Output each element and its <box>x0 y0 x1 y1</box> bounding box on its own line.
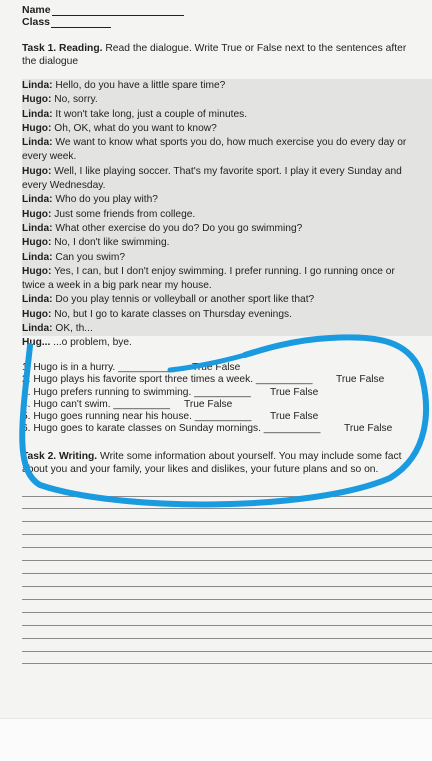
line-text: Oh, OK, what do you want to know? <box>54 122 217 134</box>
question-row <box>22 399 422 411</box>
dialogue-line <box>22 136 432 150</box>
dialogue-line <box>22 236 432 250</box>
writing-line[interactable] <box>22 638 432 639</box>
writing-line[interactable] <box>22 560 432 561</box>
dialogue-line <box>22 251 432 265</box>
line-text: Hello, do you have a little spare time? <box>55 80 226 91</box>
line-text: Who do you play with? <box>55 194 158 206</box>
dialogue-line <box>22 122 432 136</box>
speaker: Hugo: <box>22 94 52 106</box>
writing-line[interactable] <box>22 625 432 626</box>
writing-line[interactable] <box>22 663 432 664</box>
task2-instruction-line2: about you and your family, your likes and dislikes, your future plans and so on. <box>22 464 379 475</box>
speaker: Hug... <box>22 337 51 349</box>
line-text: No, sorry. <box>54 94 98 106</box>
true-false-options: True False <box>344 423 393 435</box>
line-text: It won't take long, just a couple of minutes. <box>55 108 248 120</box>
task2-title: Task 2. Writing. <box>22 451 98 462</box>
question-text: 3. Hugo prefers running to swimming. __________ <box>22 386 251 398</box>
dialogue-line <box>22 193 432 207</box>
dialogue-line <box>22 293 432 307</box>
line-text: No, I don't like swimming. <box>54 237 170 249</box>
writing-line[interactable] <box>22 599 432 600</box>
writing-line[interactable] <box>22 521 432 522</box>
class-blank <box>51 18 111 28</box>
line-text: Just some friends from college. <box>54 208 196 220</box>
question-text: 6. Hugo goes to karate classes on Sunday mornings. __________ <box>22 423 321 435</box>
task1-title: Task 1. Reading. <box>22 43 103 54</box>
line-text: ...o problem, bye. <box>53 337 132 349</box>
line-text: Do you play tennis or volleyball or another sport like that? <box>55 294 315 306</box>
true-false-options: True False <box>192 362 241 373</box>
dialogue-line <box>22 208 432 222</box>
name-label: Name <box>22 4 51 16</box>
name-blank <box>52 6 184 16</box>
speaker: Linda: <box>22 194 53 206</box>
dialogue-line <box>22 108 432 122</box>
true-false-options: True False <box>184 398 233 410</box>
task2-instruction-line1: Write some information about yourself. You may include some fact <box>100 451 402 462</box>
dialogue-block <box>22 79 432 351</box>
speaker: Hugo: <box>22 122 52 134</box>
speaker: Linda: <box>22 294 53 306</box>
dialogue-line <box>22 265 432 279</box>
line-text: every Wednesday. <box>22 180 106 192</box>
speaker: Linda: <box>22 251 53 263</box>
writing-line[interactable] <box>22 508 432 509</box>
question-text: 5. Hugo goes running near his house. __________ <box>22 411 252 423</box>
question-row <box>22 362 422 374</box>
dialogue-line <box>22 322 432 336</box>
writing-line[interactable] <box>22 573 432 574</box>
dialogue-line <box>22 93 432 107</box>
true-false-options: True False <box>270 411 319 423</box>
dialogue-line <box>22 179 432 193</box>
dialogue-line <box>22 336 432 350</box>
class-label: Class <box>22 16 51 28</box>
task1-instruction-line1: Read the dialogue. Write True or False next to the sentences after <box>105 43 407 54</box>
question-text: 2. Hugo plays his favorite sport three times a week. __________ <box>22 374 313 386</box>
speaker: Hugo: <box>22 308 52 320</box>
writing-line[interactable] <box>22 534 432 535</box>
line-text: twice a week in a big park near my house. <box>22 280 212 292</box>
writing-line[interactable] <box>22 496 432 497</box>
speaker: Hugo: <box>22 265 52 277</box>
writing-line[interactable] <box>22 612 432 613</box>
speaker: Hugo: <box>22 165 52 177</box>
line-text: Can you swim? <box>55 251 126 263</box>
line-text: Well, I like playing soccer. That's my favorite sport. I play it every Sunday and <box>54 165 402 177</box>
question-row <box>22 411 422 423</box>
true-false-options: True False <box>336 374 385 386</box>
speaker: Hugo: <box>22 208 52 220</box>
line-text: What other exercise do you do? Do you go swimming? <box>55 222 303 234</box>
dialogue-line <box>22 79 432 93</box>
line-text: every week. <box>22 151 77 163</box>
true-false-questions <box>22 362 422 436</box>
writing-line[interactable] <box>22 547 432 548</box>
task2-instructions <box>22 450 432 476</box>
question-row <box>22 423 422 435</box>
speaker: Linda: <box>22 323 53 335</box>
line-text: We want to know what sports you do, how much exercise you do every day or <box>55 137 407 149</box>
speaker: Linda: <box>22 80 53 91</box>
question-row <box>22 387 422 399</box>
speaker: Linda: <box>22 108 53 120</box>
task1-instruction-line2: the dialogue <box>22 56 79 67</box>
dialogue-line <box>22 279 432 293</box>
speaker: Linda: <box>22 137 53 149</box>
writing-line[interactable] <box>22 586 432 587</box>
dialogue-line <box>22 222 432 236</box>
question-text: 4. Hugo can't swim. __________ <box>22 398 171 410</box>
true-false-options: True False <box>270 386 319 398</box>
dialogue-line <box>22 165 432 179</box>
line-text: Yes, I can, but I don't enjoy swimming. I prefer running. I go running once or <box>54 265 395 277</box>
speaker: Linda: <box>22 222 53 234</box>
speaker: Hugo: <box>22 237 52 249</box>
page-bottom-margin <box>0 718 432 761</box>
task1-instructions <box>22 42 432 68</box>
line-text: No, but I go to karate classes on Thursday evenings. <box>54 308 292 320</box>
line-text: OK, th... <box>55 323 93 335</box>
question-row <box>22 374 422 386</box>
writing-line[interactable] <box>22 651 432 652</box>
student-header <box>22 4 184 28</box>
dialogue-line <box>22 150 432 164</box>
question-text: 1. Hugo is in a hurry. __________ <box>22 362 175 373</box>
dialogue-line <box>22 308 432 322</box>
